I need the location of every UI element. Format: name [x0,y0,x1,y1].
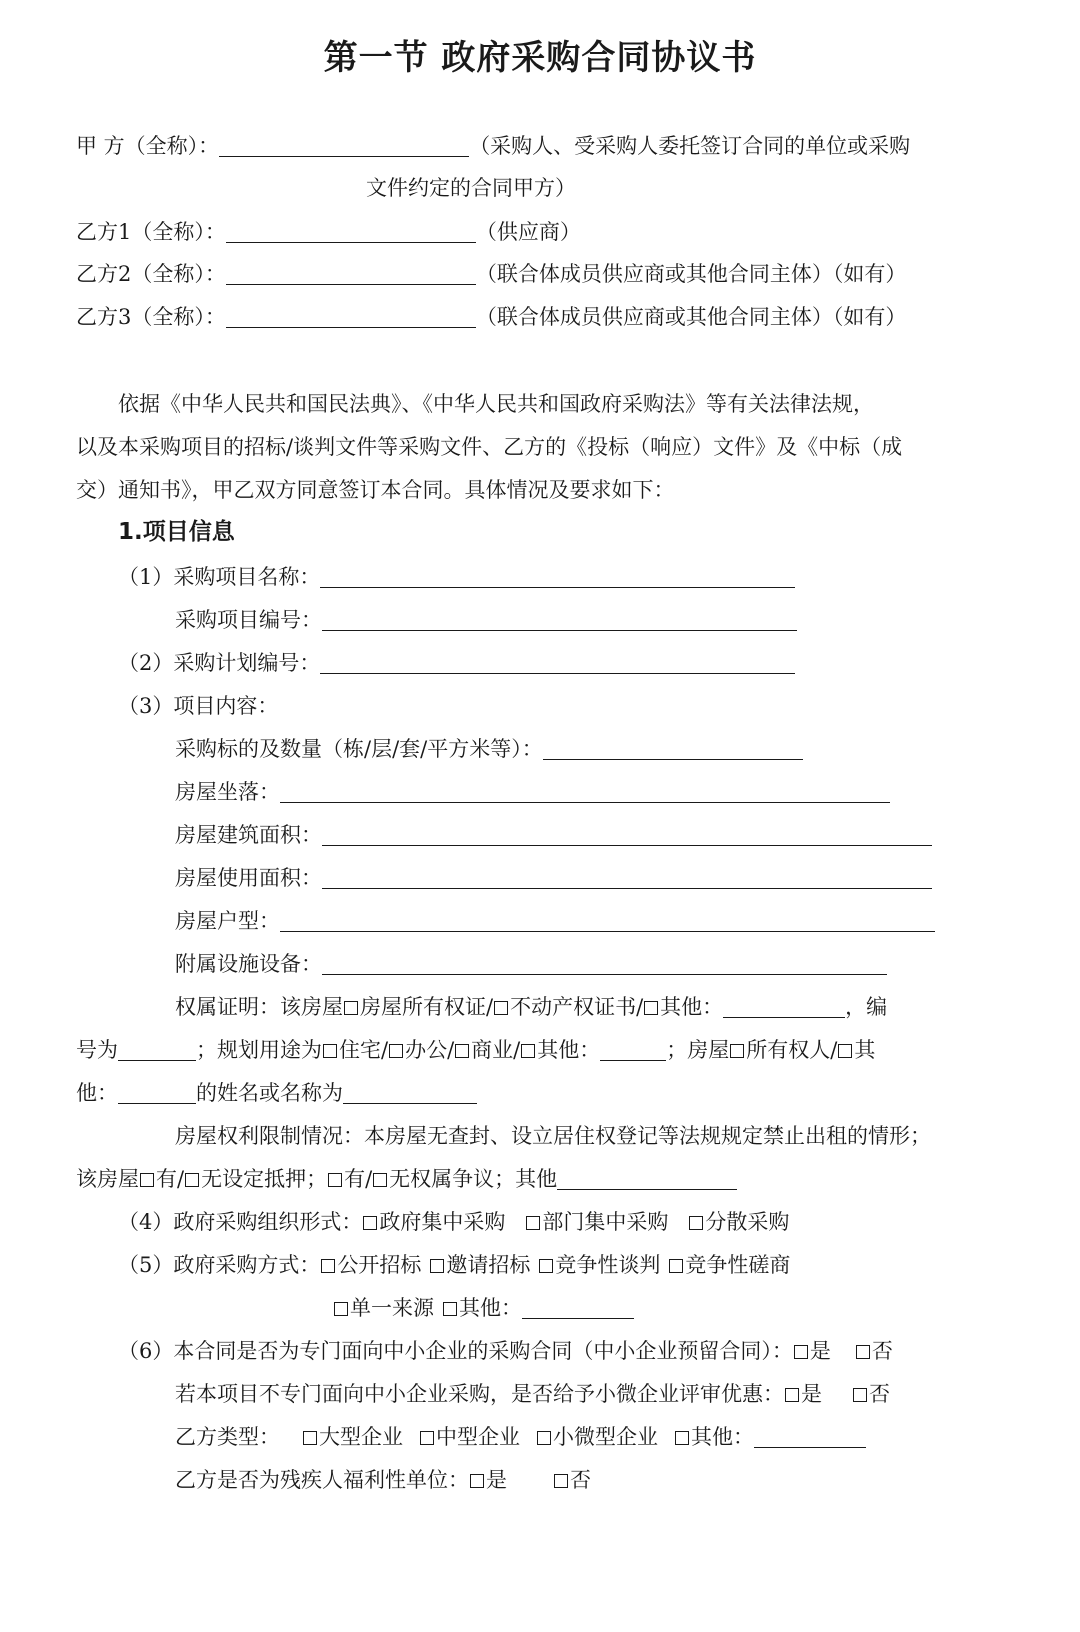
item3-label: （3）项目内容： [118,694,279,718]
item2-row [118,648,795,678]
checkbox-competitive-negotiation[interactable] [539,1259,553,1273]
checkbox-use-other[interactable] [521,1044,535,1058]
checkbox-mortgage-yes[interactable] [140,1173,154,1187]
checkbox-method-other[interactable] [443,1302,457,1316]
item5-row-2 [333,1293,634,1323]
disability-yes-label: 是 [486,1468,507,1492]
checkbox-micro-no[interactable] [853,1388,867,1402]
item1-code-row [175,605,797,635]
invited-tender-label: 邀请招标 [446,1253,531,1277]
building-area-label: 房屋建筑面积： [175,823,322,847]
competitive-negotiation-label: 竞争性谈判 [555,1253,661,1277]
party-b1-label: 乙方1（全称）： [76,220,226,244]
checkbox-type-other[interactable] [675,1431,689,1445]
location-row [175,777,890,807]
party-a-field[interactable] [219,134,469,157]
party-a-note-2: 文件约定的合同甲方） [366,176,576,200]
subject-qty-field[interactable] [543,737,803,760]
ownership-other-label: 其他： [660,995,724,1019]
checkbox-sme-no[interactable] [856,1345,870,1359]
micro-yes-label: 是 [801,1382,822,1406]
item5-label: （5）政府采购方式： [118,1253,321,1277]
party-a-label: 甲 方（全称）： [76,134,220,158]
party-b-type-label: 乙方类型： [175,1425,280,1449]
item4-row [118,1207,789,1237]
checkbox-mortgage-no[interactable] [185,1173,199,1187]
planned-use-label: ；规划用途为 [196,1038,322,1062]
commercial-label: 商业/ [471,1038,521,1062]
mortgage-yes-label: 有/ [156,1167,185,1191]
item1-name-field[interactable] [320,565,795,588]
location-field[interactable] [280,780,890,803]
checkbox-owner[interactable] [730,1044,744,1058]
ownership-cert-label: 房屋所有权证/ [360,995,494,1019]
owner-label: 所有权人/ [746,1038,838,1062]
restriction-row-1: 房屋权利限制情况：本房屋无查封、设立居住权登记等法规规定禁止出租的情形； [175,1124,931,1148]
realestate-cert-label: 不动产权证书/ [510,995,644,1019]
subject-qty-row [175,734,803,764]
checkbox-department-procurement[interactable] [526,1216,540,1230]
office-label: 办公/ [405,1038,455,1062]
item6-q2-row [175,1379,890,1409]
ownership-text: 权属证明：该房屋 [175,995,343,1019]
checkbox-central-procurement[interactable] [363,1216,377,1230]
type-other-label: 其他： [691,1425,754,1449]
residential-label: 住宅/ [339,1038,389,1062]
party-b2-field[interactable] [226,262,476,285]
owner-other-field[interactable] [118,1081,196,1104]
competitive-consultation-label: 竞争性磋商 [685,1253,791,1277]
page-title: 第一节 政府采购合同协议书 [323,38,757,78]
checkbox-commercial[interactable] [455,1044,469,1058]
checkbox-sme-yes[interactable] [794,1345,808,1359]
item6-label: （6）本合同是否为专门面向中小企业的采购合同（中小企业预留合同）： [118,1339,793,1363]
ownership-row-1 [175,992,887,1022]
number-label: 号为 [76,1038,118,1062]
checkbox-realestate-cert[interactable] [494,1001,508,1015]
party-a-note: （采购人、受采购人委托签订合同的单位或采购 [469,134,911,158]
party-b2-label: 乙方2（全称）： [76,262,226,286]
use-other-label: 其他： [537,1038,601,1062]
checkbox-competitive-consultation[interactable] [669,1259,683,1273]
large-enterprise-label: 大型企业 [319,1425,403,1449]
owner-name-label: 的姓名或名称为 [196,1081,343,1105]
open-tender-label: 公开招标 [337,1253,422,1277]
checkbox-ownership-other[interactable] [644,1001,658,1015]
checkbox-decentralized-procurement[interactable] [689,1216,703,1230]
ownership-row-2 [76,1035,875,1065]
restriction-row-2 [76,1164,737,1194]
disability-no-label: 否 [570,1468,591,1492]
owner-name-field[interactable] [343,1081,477,1104]
department-procurement-label: 部门集中采购 [542,1210,669,1234]
party-b3-field[interactable] [226,305,476,328]
item6-q3-row [175,1422,866,1452]
checkbox-dispute-no[interactable] [373,1173,387,1187]
checkbox-residential[interactable] [323,1044,337,1058]
item6-row [118,1336,893,1366]
usable-area-row [175,863,932,893]
intro-line-2: 以及本采购项目的招标/谈判文件等采购文件、乙方的《投标（响应）文件》及《中标（成 [76,435,903,459]
owner-other-cont: 他： [76,1081,118,1105]
house-type-label: 房屋户型： [175,909,280,933]
type-other-field[interactable] [754,1425,866,1448]
item2-label: （2）采购计划编号： [118,651,321,675]
use-other-field[interactable] [600,1038,666,1061]
party-b3-label: 乙方3（全称）： [76,305,226,329]
location-label: 房屋坐落： [175,780,280,804]
decentralized-procurement-label: 分散采购 [705,1210,790,1234]
restriction-other-field[interactable] [557,1167,737,1190]
central-procurement-label: 政府集中采购 [379,1210,506,1234]
checkbox-ownership-cert[interactable] [344,1001,358,1015]
item4-label: （4）政府采购组织形式： [118,1210,363,1234]
checkbox-disability-yes[interactable] [470,1474,484,1488]
party-b2-row [76,259,906,289]
item1-name-row [118,562,795,592]
checkbox-large-enterprise[interactable] [303,1431,317,1445]
mortgage-text: 该房屋 [76,1167,139,1191]
sme-yes-label: 是 [809,1339,831,1363]
checkbox-micro-enterprise[interactable] [537,1431,551,1445]
micro-no-label: 否 [869,1382,890,1406]
checkbox-invited-tender[interactable] [430,1259,444,1273]
party-b3-note: （联合体成员供应商或其他合同主体）（如有） [475,305,907,329]
item1-code-label: 采购项目编号： [175,608,322,632]
checkbox-single-source[interactable] [334,1302,348,1316]
party-b1-field[interactable] [226,220,476,243]
intro-line-1: 依据《中华人民共和国民法典》、《中华人民共和国政府采购法》等有关法律法规， [118,392,874,416]
medium-enterprise-label: 中型企业 [436,1425,520,1449]
item2-field[interactable] [320,651,795,674]
ownership-number-text: ，编 [845,995,888,1019]
item1-name-label: （1）采购项目名称： [118,565,321,589]
checkbox-micro-yes[interactable] [785,1388,799,1402]
item5-row [118,1250,790,1280]
facilities-field[interactable] [322,952,887,975]
checkbox-office[interactable] [389,1044,403,1058]
item6-q4-row [175,1465,591,1495]
facilities-label: 附属设施设备： [175,952,322,976]
checkbox-open-tender[interactable] [321,1259,335,1273]
party-b3-row [76,302,906,332]
intro-line-3: 交）通知书》，甲乙双方同意签订本合同。具体情况及要求如下： [76,478,675,502]
party-b1-note: （供应商） [475,220,581,244]
mortgage-no-label: 无设定抵押； [201,1167,328,1191]
method-other-label: 其他： [459,1296,522,1320]
house-owner-text: ；房屋 [666,1038,730,1062]
building-area-row [175,820,932,850]
method-other-field[interactable] [522,1296,634,1319]
sme-no-label: 否 [871,1339,893,1363]
party-b2-note: （联合体成员供应商或其他合同主体）（如有） [475,262,907,286]
checkbox-owner-other[interactable] [838,1044,852,1058]
disability-welfare-label: 乙方是否为残疾人福利性单位： [175,1468,469,1492]
usable-area-label: 房屋使用面积： [175,866,322,890]
party-b1-row [76,217,581,247]
single-source-label: 单一来源 [350,1296,434,1320]
section-heading: 1.项目信息 [118,519,235,545]
ownership-other-field[interactable] [723,995,845,1018]
building-area-field[interactable] [322,823,932,846]
owner-other-label: 其 [854,1038,876,1062]
checkbox-medium-enterprise[interactable] [420,1431,434,1445]
usable-area-field[interactable] [322,866,932,889]
subject-qty-label: 采购标的及数量（栋/层/套/平方米等）： [175,737,543,761]
party-a-row [76,131,910,161]
facilities-row [175,949,887,979]
dispute-no-label: 无权属争议；其他 [389,1167,558,1191]
ownership-row-3 [76,1078,477,1108]
number-field[interactable] [118,1038,196,1061]
checkbox-dispute-yes[interactable] [328,1173,342,1187]
checkbox-disability-no[interactable] [554,1474,568,1488]
micro-preference-label: 若本项目不专门面向中小企业采购，是否给予小微企业评审优惠： [175,1382,784,1406]
item1-code-field[interactable] [322,608,797,631]
micro-enterprise-label: 小微型企业 [553,1425,658,1449]
house-type-row [175,906,935,936]
house-type-field[interactable] [280,909,935,932]
dispute-yes-label: 有/ [344,1167,373,1191]
